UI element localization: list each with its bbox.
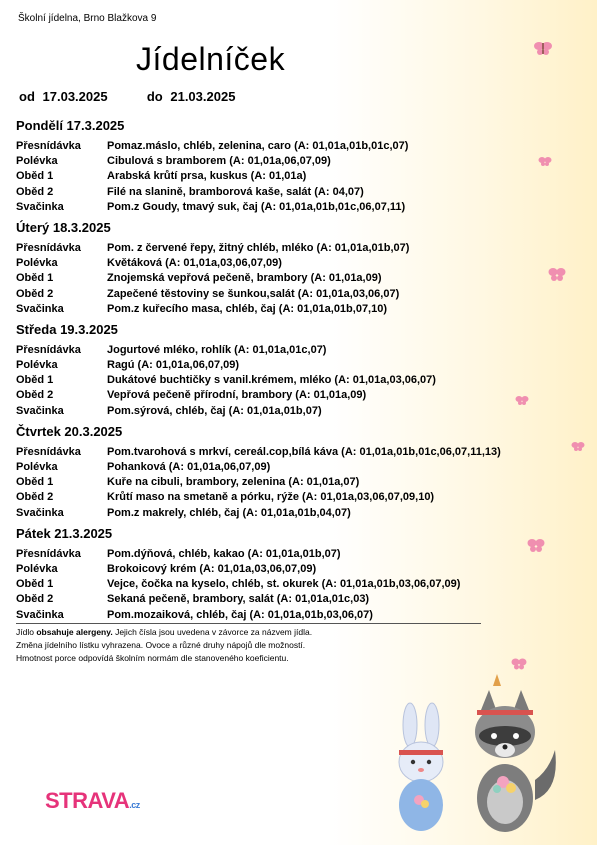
meal-type: Oběd 2 (16, 491, 54, 504)
meal-dish: Cibulová s bramborem (A: 01,01a,06,07,09) (107, 155, 331, 168)
day-section (16, 218, 556, 317)
change-note: Změna jídelního lístku vyhrazena. Ovoce a různé druhy nápojů dle možností. (16, 640, 306, 650)
butterfly-icon (533, 40, 553, 56)
meal-dish: Arabská krůtí prsa, kuskus (A: 01,01a) (107, 170, 307, 183)
meal-dish: Pom.tvarohová s mrkví, cereál.cop,bílá káva (A: 01,01a,01b,01c,06,07,11,13) (107, 445, 501, 458)
meal-row (16, 271, 556, 286)
meal-type: Svačinka (16, 506, 64, 519)
meal-dish: Kuře na cibuli, brambory, zelenina (A: 01,01a,07) (107, 476, 360, 489)
meal-dish: Pom.z makrely, chléb, čaj (A: 01,01a,01b,04,07) (107, 506, 351, 519)
meal-row (16, 608, 556, 623)
day-section (16, 320, 556, 419)
meal-dish: Pomaz.máslo, chléb, zelenina, caro (A: 01,01a,01b,01c,07) (107, 140, 409, 152)
meal-row (16, 547, 556, 562)
meal-type: Přesnídávka (16, 241, 81, 254)
meal-dish: Filé na slanině, bramborová kaše, salát (A: 04,07) (107, 185, 364, 198)
meal-row (16, 475, 556, 490)
meal-type: Přesnídávka (16, 547, 81, 560)
day-section (16, 116, 556, 215)
day-heading: Středa 19.3.2025 (16, 321, 118, 337)
meal-type: Polévka (16, 155, 58, 168)
allergen-note: Jídlo obsahuje alergeny. Jejich čísla jsou uvedena v závorce za názvem jídla. (16, 627, 313, 637)
butterfly-icon (527, 537, 545, 553)
meal-type: Přesnídávka (16, 445, 81, 458)
to-label: do (146, 89, 163, 104)
meal-dish: Pom.sýrová, chléb, čaj (A: 01,01a,01b,07) (107, 404, 322, 417)
meal-row (16, 373, 556, 388)
meal-type: Svačinka (16, 404, 64, 417)
meal-row (16, 506, 556, 521)
meal-dish: Pohanková (A: 01,01a,06,07,09) (107, 461, 271, 473)
meal-row (16, 185, 556, 200)
meal-type: Svačinka (16, 200, 64, 213)
day-heading: Úterý 18.3.2025 (16, 219, 111, 235)
meal-type: Oběd 1 (16, 170, 54, 183)
from-label: od (19, 89, 35, 104)
meal-dish: Brokoicový krém (A: 01,01a,03,06,07,09) (107, 562, 317, 575)
meal-type: Polévka (16, 461, 58, 473)
menu-days (16, 116, 556, 626)
bunny-raccoon-illustration (385, 670, 565, 840)
meal-row (16, 445, 556, 460)
meal-row (16, 287, 556, 302)
meal-type: Polévka (16, 359, 58, 372)
meal-type: Polévka (16, 562, 58, 575)
meal-type: Oběd 2 (16, 185, 54, 198)
butterfly-icon (571, 440, 585, 452)
meal-dish: Dukátové buchtičky s vanil.krémem, mléko (A: 01,01a,03,06,07) (107, 374, 436, 387)
meal-dish: Pom.z Goudy, tmavý suk, čaj (A: 01,01a,01b,01c,06,07,11) (107, 200, 406, 213)
meal-dish: Květáková (A: 01,01a,03,06,07,09) (107, 257, 282, 270)
meal-type: Svačinka (16, 302, 64, 315)
meal-type: Oběd 1 (16, 476, 54, 489)
butterfly-icon (515, 394, 529, 406)
date-range (19, 89, 239, 104)
meal-dish: Jogurtové mléko, rohlík (A: 01,01a,01c,07) (107, 343, 327, 356)
butterfly-icon (538, 155, 552, 167)
meal-row (16, 241, 556, 256)
day-heading: Čtvrtek 20.3.2025 (16, 423, 123, 439)
meal-dish: Pom.mozaiková, chléb, čaj (A: 01,01a,01b,03,06,07) (107, 608, 373, 621)
meal-type: Polévka (16, 257, 58, 270)
meal-dish: Zapečené těstoviny se šunkou,salát (A: 01,01a,03,06,07) (107, 287, 400, 300)
meal-dish: Znojemská vepřová pečeně, brambory (A: 01,01a,09) (107, 272, 382, 285)
from-date: 17.03.2025 (42, 89, 108, 104)
meal-dish: Pom.z kuřecího masa, chléb, čaj (A: 01,01a,01b,07,10) (107, 302, 388, 315)
portion-note: Hmotnost porce odpovídá školním normám dle stanoveného koeficientu. (16, 653, 289, 663)
meal-type: Oběd 1 (16, 374, 54, 387)
meal-row (16, 562, 556, 577)
meal-row (16, 169, 556, 184)
to-date: 21.03.2025 (170, 89, 236, 104)
meal-row (16, 592, 556, 607)
meal-row (16, 490, 556, 505)
meal-row (16, 343, 556, 358)
meal-row (16, 460, 556, 475)
day-section (16, 422, 556, 521)
meal-row (16, 388, 556, 403)
day-heading: Pondělí 17.3.2025 (16, 118, 125, 133)
meal-row (16, 577, 556, 592)
meal-row (16, 404, 556, 419)
page-title: Jídelníček (136, 41, 286, 77)
meal-type: Oběd 1 (16, 578, 54, 591)
day-heading: Pátek 21.3.2025 (16, 525, 113, 541)
divider (16, 623, 481, 624)
meal-row (16, 302, 556, 317)
meal-type: Oběd 2 (16, 593, 54, 606)
meal-dish: Ragú (A: 01,01a,06,07,09) (107, 359, 240, 372)
meal-row (16, 358, 556, 373)
school-name: Školní jídelna, Brno Blažkova 9 (18, 13, 157, 24)
meal-row (16, 154, 556, 169)
meal-type: Oběd 1 (16, 272, 54, 285)
meal-type: Svačinka (16, 608, 64, 621)
meal-type: Přesnídávka (16, 343, 81, 356)
meal-dish: Krůtí maso na smetaně a pórku, rýže (A: 01,01a,03,06,07,09,10) (107, 491, 435, 504)
meal-dish: Pom. z červené řepy, žitný chléb, mléko (A: 01,01a,01b,07) (107, 241, 410, 254)
day-section (16, 524, 556, 623)
meal-type: Přesnídávka (16, 140, 81, 152)
strava-logo: STRAVA.cz (45, 788, 140, 813)
footnotes (16, 626, 312, 665)
meal-type: Oběd 2 (16, 287, 54, 300)
meal-dish: Vepřová pečeně přírodní, brambory (A: 01,01a,09) (107, 389, 367, 402)
meal-dish: Vejce, čočka na kyselo, chléb, st. okurek (A: 01,01a,01b,03,06,07,09) (107, 578, 461, 591)
meal-row (16, 256, 556, 271)
meal-dish: Sekaná pečeně, brambory, salát (A: 01,01a,01c,03) (107, 593, 370, 606)
meal-dish: Pom.dýňová, chléb, kakao (A: 01,01a,01b,07) (107, 547, 341, 560)
butterfly-icon (548, 266, 566, 282)
meal-row (16, 200, 556, 215)
meal-type: Oběd 2 (16, 389, 54, 402)
butterfly-icon (511, 657, 527, 671)
meal-row (16, 139, 556, 154)
